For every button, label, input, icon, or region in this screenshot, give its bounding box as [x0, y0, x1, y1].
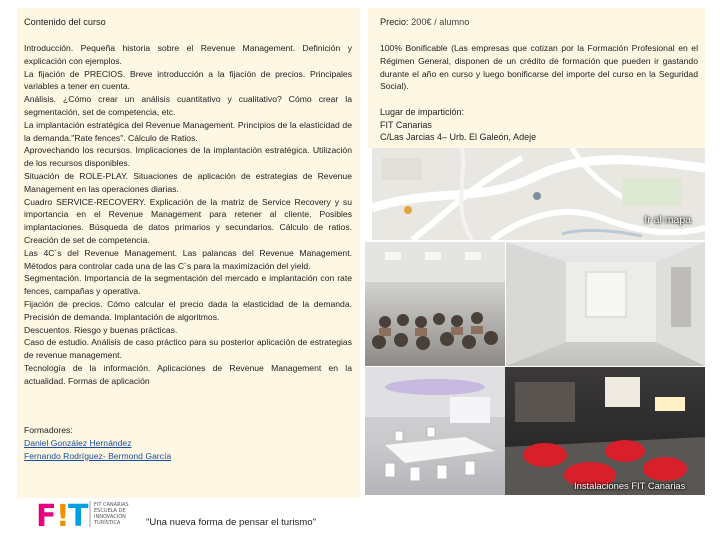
- course-item: Análisis. ¿Cómo crear un análisis cuantitativo y cualitativo? Cómo crear la segmentación, set de competencia, etc.: [24, 94, 352, 117]
- course-item: Cuadro SERVICE-RECOVERY. Explicación de la matriz de Service Recovery y su importancia en el Revenue Management para retener al cliente. Posibles implantaciones. Búsqueda de datos primarios y secundarios. Cálculo de ratios. Creación de set de competencia.: [24, 196, 352, 245]
- price-value: 200€ / alumno: [411, 17, 470, 27]
- svg-text:FIT CANARIAS: FIT CANARIAS: [94, 502, 129, 508]
- course-content-list: [24, 42, 352, 388]
- course-item: Fijación de precios. Cómo calcular el precio dada la elasticidad de la demanda. Precisión de demanda. Implantación de algoritmos.: [24, 298, 352, 322]
- course-content-title: Contenido del curso: [24, 17, 106, 27]
- svg-text:T: T: [68, 499, 89, 531]
- price-label: Precio:: [380, 17, 409, 27]
- course-item: La implantación estratégica del Revenue Management. Principios de la elasticidad de la demanda."Rate fences". Cálculo de Ratios.: [24, 119, 352, 143]
- trainer-link[interactable]: Fernando Rodríguez- Bermond García: [24, 450, 172, 461]
- course-item: Introducción. Pequeña historia sobre el Revenue Management. Definición y explicación con ejemplos.: [24, 43, 352, 66]
- venue-address: C/Las Jarcias 4– Urb. El Galeón, Adeje: [380, 132, 537, 142]
- course-item: Segmentación. Importancia de la segmentación del mercado e implantación con rate fences, campañas y operativa.: [24, 273, 352, 297]
- course-item: Las 4C´s del Revenue Management. Las palancas del Revenue Management. Métodos para controlar cada una de las C´s para la maximización del yield.: [24, 247, 352, 271]
- svg-text:F: F: [36, 499, 57, 531]
- trainers-section: [24, 424, 354, 462]
- fit-canarias-logo: [34, 497, 144, 531]
- gallery-caption: Instalaciones FIT Canarias: [574, 480, 686, 491]
- svg-text:ESCUELA DE: ESCUELA DE: [94, 508, 126, 514]
- svg-text:TURÍSTICA: TURÍSTICA: [94, 520, 121, 526]
- fit-logo-icon: [34, 497, 144, 531]
- photo-empty-room: [506, 242, 705, 366]
- location-map[interactable]: [372, 148, 705, 240]
- course-item: Tecnología de la información. Aplicaciones de Revenue Management en la actualidad. Formas de aplicación: [24, 362, 352, 386]
- bonus-text: 100% Bonificable (Las empresas que cotizan por la Formación Profesional en el Régimen General, disponen de un crédito de formación que pueden ir gastando durante el año en curso y luego bonificarse del importe del curso en la Seguridad Social).: [380, 43, 698, 92]
- course-item: Caso de estudio. Análisis de caso práctico para su posterior aplicación de estrategias de revenue management.: [24, 337, 352, 361]
- trainers-label: Formadores:: [24, 425, 73, 435]
- venue-label: Lugar de impartición:: [380, 107, 465, 117]
- photo-lounge: [505, 367, 705, 495]
- venue-name: FIT Canarias: [380, 119, 432, 130]
- course-item: Aprovechando los recursos. Implicaciones de la implantación estratégica. Utilización de los recursos disponibles.: [24, 145, 352, 169]
- slogan: "Una nueva forma de pensar el turismo": [146, 517, 316, 528]
- course-item: La fijación de PRECIOS. Breve introducción a la fijación de precios. Principales variables a tener en cuenta.: [24, 68, 352, 92]
- price-line: [380, 17, 469, 27]
- svg-text:!: !: [56, 499, 70, 531]
- course-item: Situación de ROLE-PLAY. Situaciones de aplicación de estrategias de Revenue Management en las operaciones diarias.: [24, 170, 352, 194]
- photo-conference-room: [365, 242, 505, 366]
- photo-meeting-room: [365, 367, 505, 495]
- venue-section: [380, 106, 698, 144]
- map-streets: [372, 148, 705, 240]
- trainer-link[interactable]: Daniel González Hernández: [24, 437, 132, 448]
- svg-text:INNOVACIÓN: INNOVACIÓN: [94, 514, 126, 520]
- map-link[interactable]: Ir al mapa: [644, 214, 691, 226]
- course-item: Descuentos. Riesgo y buenas prácticas.: [24, 324, 178, 335]
